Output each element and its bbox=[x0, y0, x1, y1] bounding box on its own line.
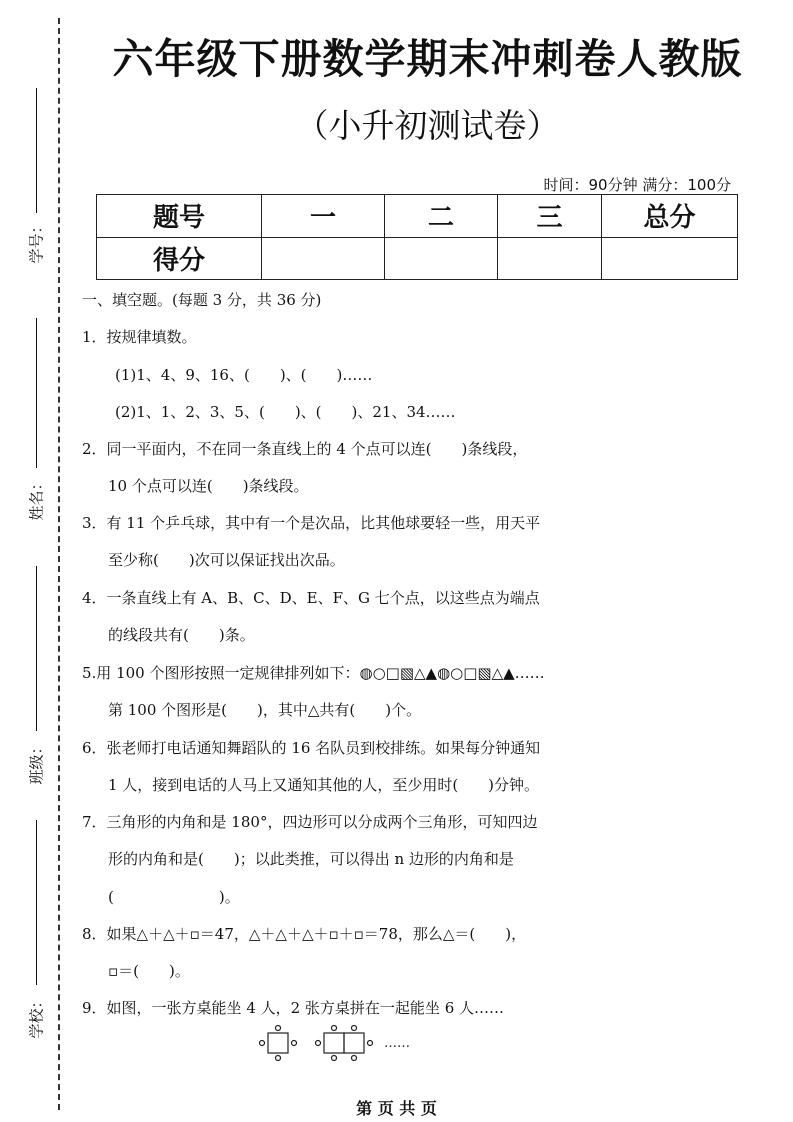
score-header-part-2: 二 bbox=[385, 195, 498, 238]
score-header-total: 总分 bbox=[602, 195, 738, 238]
score-table bbox=[96, 194, 738, 280]
page-subtitle: （小升初测试卷） bbox=[295, 106, 560, 145]
student-name-label: 姓名： bbox=[27, 475, 46, 521]
figure-ellipsis: …… bbox=[384, 1036, 410, 1051]
question-3: 3．有 11 个乒乓球，其中有一个是次品，比其他球要轻一些，用天平 bbox=[82, 514, 541, 532]
score-table-header-row bbox=[97, 195, 738, 238]
section-heading: 一、填空题。(每题 3 分，共 36 分) bbox=[82, 291, 322, 309]
score-header-question: 题号 bbox=[97, 195, 262, 238]
question-2-cont: 10 个点可以连( )条线段。 bbox=[108, 477, 309, 495]
time-score-info: 时间：90分钟 满分：100分 bbox=[543, 176, 731, 194]
binding-dashed-line bbox=[58, 18, 60, 1110]
question-1-part-2: (2)1、1、2、3、5、( )、( )、21、34…… bbox=[115, 403, 456, 421]
student-number-label: 学号： bbox=[27, 218, 46, 264]
score-cell-part-1[interactable] bbox=[262, 237, 385, 280]
question-9: 9．如图，一张方桌能坐 4 人，2 张方桌拼在一起能坐 6 人…… bbox=[82, 999, 505, 1017]
question-2: 2．同一平面内，不在同一条直线上的 4 个点可以连( )条线段， bbox=[82, 440, 528, 458]
score-header-part-1: 一 bbox=[262, 195, 385, 238]
question-7-cont-2: ( )。 bbox=[108, 888, 240, 906]
seat-icon bbox=[332, 1056, 337, 1061]
seat-icon bbox=[368, 1041, 373, 1046]
square-table-icon bbox=[268, 1033, 288, 1053]
question-4: 4．一条直线上有 A、B、C、D、E、F、G 七个点，以这些点为端点 bbox=[82, 589, 540, 607]
question-6: 6．张老师打电话通知舞蹈队的 16 名队员到校排练。如果每分钟通知 bbox=[82, 739, 541, 757]
page-footer: 第 页 共 页 bbox=[356, 1099, 437, 1118]
student-number-field bbox=[0, 88, 56, 268]
seat-icon bbox=[276, 1026, 281, 1031]
page-title: 六年级下册数学期末冲刺卷人教版 bbox=[112, 35, 743, 83]
score-cell-part-2[interactable] bbox=[385, 237, 498, 280]
school-field bbox=[0, 820, 56, 1040]
seat-icon bbox=[332, 1026, 337, 1031]
question-8-cont: ▫＝( )。 bbox=[108, 962, 190, 980]
class-underline bbox=[36, 566, 37, 731]
question-6-cont: 1 人，接到电话的人马上又通知其他的人，至少用时( )分钟。 bbox=[108, 776, 540, 794]
student-name-underline bbox=[36, 318, 37, 468]
school-label: 学校： bbox=[27, 993, 46, 1039]
seat-icon bbox=[316, 1041, 321, 1046]
student-name-field bbox=[0, 318, 56, 521]
seat-icon bbox=[352, 1026, 357, 1031]
school-underline bbox=[36, 820, 37, 985]
score-table-score-row bbox=[97, 237, 738, 280]
question-1: 1．按规律填数。 bbox=[82, 328, 197, 346]
square-table-icon bbox=[324, 1033, 344, 1053]
score-header-part-3: 三 bbox=[498, 195, 602, 238]
seat-icon bbox=[260, 1041, 265, 1046]
question-7: 7．三角形的内角和是 180°，四边形可以分成两个三角形，可知四边 bbox=[82, 813, 538, 831]
class-label: 班级： bbox=[27, 739, 46, 785]
seat-icon bbox=[292, 1041, 297, 1046]
question-5: 5.用 100 个图形按照一定规律排列如下：◍○□▧△▲◍○□▧△▲…… bbox=[82, 664, 545, 682]
score-cell-part-3[interactable] bbox=[498, 237, 602, 280]
table-seating-figure bbox=[256, 1024, 426, 1064]
question-5-cont: 第 100 个图形是( )，其中△共有( )个。 bbox=[108, 701, 422, 719]
class-field bbox=[0, 566, 56, 785]
score-cell-total[interactable] bbox=[602, 237, 738, 280]
two-table-figure bbox=[316, 1026, 373, 1061]
student-number-underline bbox=[36, 88, 37, 213]
question-8: 8．如果△＋△＋▫＝47，△＋△＋△＋▫＋▫＝78，那么△＝( )， bbox=[82, 925, 527, 943]
score-row-label: 得分 bbox=[97, 237, 262, 280]
square-table-icon bbox=[344, 1033, 364, 1053]
question-3-cont: 至少称( )次可以保证找出次品。 bbox=[108, 551, 345, 569]
question-7-cont: 形的内角和是( )；以此类推，可以得出 n 边形的内角和是 bbox=[108, 850, 514, 868]
seat-icon bbox=[276, 1056, 281, 1061]
question-4-cont: 的线段共有( )条。 bbox=[108, 626, 255, 644]
question-1-part-1: (1)1、4、9、16、( )、( )…… bbox=[115, 366, 373, 384]
seat-icon bbox=[352, 1056, 357, 1061]
one-table-figure bbox=[260, 1026, 297, 1061]
